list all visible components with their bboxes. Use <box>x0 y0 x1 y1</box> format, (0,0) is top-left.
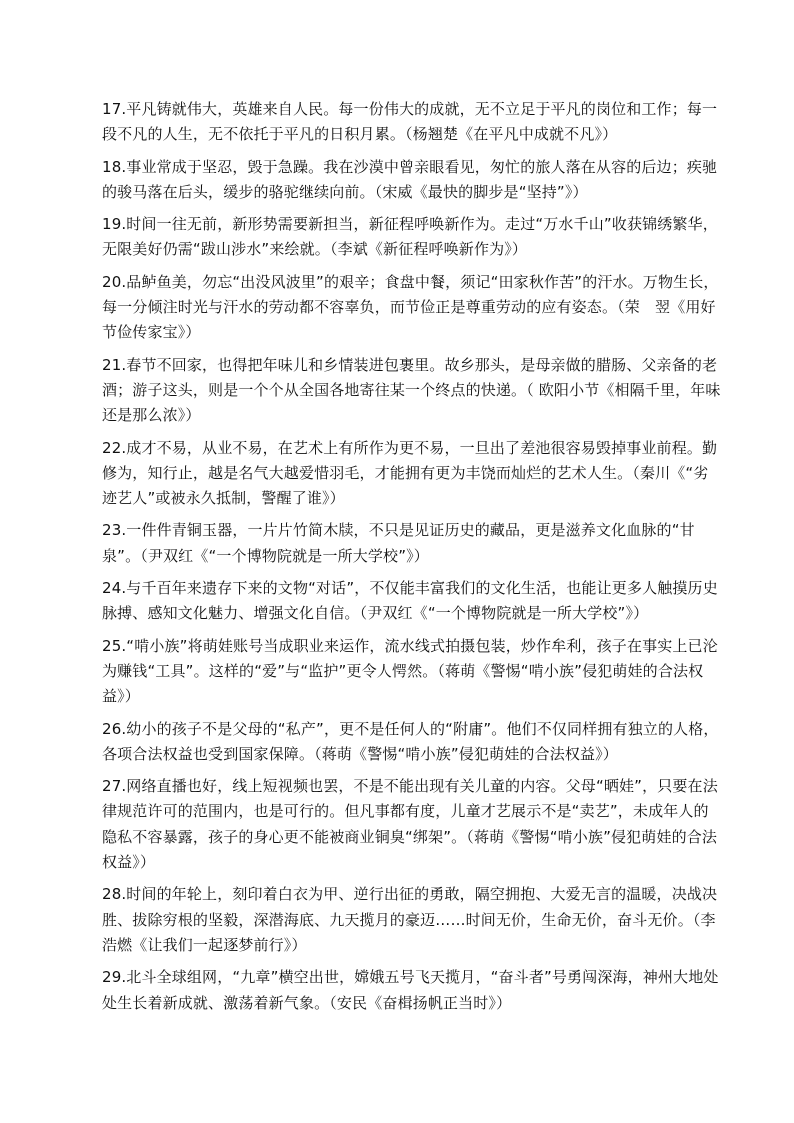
paragraph-text: 27.网络直播也好，线上短视频也罢，不是不能出现有关儿童的内容。父母“晒娃”，只要在法律规范许可的范围内，也是可行的。但凡事都有度，儿童才艺展示不是“卖艺”，未成年人的隐私不容暴露，孩子的身心更不能被商业铜臭“绑架”。 <box>102 777 718 846</box>
paragraph-source: （安民《奋楫扬帆正当时》） <box>329 993 512 1012</box>
paragraph-text: 21.春节不回家，也得把年味儿和乡情装进包裹里。故乡那头，是母亲做的腊肠、父亲备的老酒；游子这头，则是一个个从全国各地寄往某一个终点的快递。 <box>102 355 718 399</box>
paragraph-24 <box>102 576 722 627</box>
paragraph-text: 23.一件件青铜玉器，一片片竹简木牍，不只是见证历史的藏品，更是滋养文化血脉的“甘泉”。 <box>102 521 695 565</box>
paragraph-22 <box>102 436 722 512</box>
paragraph-text: 19.时间一往无前，新形势需要新担当，新征程呼唤新作为。走过“万水千山”收获锦绣繁华，无限美好仍需“跋山涉水”来绘就。 <box>102 215 718 259</box>
paragraph-29 <box>102 965 722 1016</box>
paragraph-text: 18.事业常成于坚忍，毁于急躁。我在沙漠中曾亲眼看见，匆忙的旅人落在从容的后边；疾驰的骏马落在后头，缓步的骆驼继续向前。 <box>102 157 718 201</box>
paragraph-18 <box>102 155 722 206</box>
paragraph-text: 28.时间的年轮上，刻印着白衣为甲、逆行出征的勇敢，隔空拥抱、大爱无言的温暖，决战决胜、拔除穷根的坚毅，深潜海底、九天揽月的豪迈……时间无价，生命无价，奋斗无价。 <box>102 885 718 929</box>
paragraph-20 <box>102 270 722 346</box>
paragraph-26 <box>102 717 722 768</box>
paragraph-text: 17.平凡铸就伟大，英雄来自人民。每一份伟大的成就，无不立足于平凡的岗位和工作；每一段不凡的人生，无不依托于平凡的日积月累。 <box>102 100 718 144</box>
paragraph-text: 25.“啃小族”将萌娃账号当成职业来运作，流水线式拍摄包装，炒作牟利，孩子在事实上已沦为赚钱“工具”。这样的“爱”与“监护”更令人愕然。 <box>102 636 718 680</box>
paragraph-source: （秦川《“劣迹艺人”或被永久抵制，警醒了谁》） <box>102 463 709 508</box>
paragraph-27 <box>102 774 722 875</box>
paragraph-text: 24.与千百年来遗存下来的文物“对话”，不仅能丰富我们的文化生活，也能让更多人触摸历史脉搏、感知文化魅力、增强文化自信。 <box>102 579 718 623</box>
paragraph-source: （荣 翌《用好节俭传家宝》） <box>102 298 716 342</box>
paragraph-28 <box>102 882 722 958</box>
paragraph-17 <box>102 97 722 148</box>
paragraph-source: （蒋萌《警惕“啃小族”侵犯萌娃的合法权益》） <box>102 827 718 872</box>
paragraph-source: （宋威《最快的脚步是“坚持”》） <box>374 182 588 201</box>
paragraph-text: 29.北斗全球组网，“九章”横空出世，嫦娥五号飞天揽月，“奋斗者”号勇闯深海，神州大地处处生长着新成就、激荡着新气象。 <box>102 968 719 1012</box>
paragraph-text: 20.品鲈鱼美，勿忘“出没风波里”的艰辛；食盘中餐，须记“田家秋作苦”的汗水。万物生长，每一分倾注时光与汗水的劳动都不容辜负，而节俭正是尊重劳动的应有姿态。 <box>102 272 719 317</box>
paragraph-source: （ 欧阳小节《相隔千里，年味还是那么浓》） <box>102 380 721 425</box>
paragraph-25 <box>102 634 722 710</box>
paragraph-23 <box>102 518 722 569</box>
paragraph-text: 22.成才不易，从业不易，在艺术上有所作为更不易，一旦出了差池很容易毁掉事业前程。勤修为，知行止，越是名气大越爱惜羽毛，才能拥有更为丰饶而灿烂的艺术人生。 <box>102 438 718 482</box>
document-body <box>102 97 722 1023</box>
paragraph-source: （蒋萌《警惕“啃小族”侵犯萌娃的合法权益》） <box>102 661 704 706</box>
paragraph-source: （李浩燃《让我们一起逐梦前行》） <box>102 910 716 954</box>
paragraph-source: （尹双红《“一个博物院就是一所大学校”》） <box>140 546 429 565</box>
paragraph-21 <box>102 353 722 429</box>
paragraph-source: （李斌《新征程呼唤新作为》） <box>329 240 528 259</box>
paragraph-19 <box>102 212 722 263</box>
paragraph-source: （尹双红《“一个博物院就是一所大学校”》） <box>359 604 649 623</box>
paragraph-source: （蒋萌《警惕“啃小族”侵犯萌娃的合法权益》） <box>314 744 618 763</box>
paragraph-source: （杨翘楚《在平凡中成就不凡》） <box>405 125 618 144</box>
paragraph-text: 26.幼小的孩子不是父母的“私产”，更不是任何人的“附庸”。他们不仅同样拥有独立的人格，各项合法权益也受到国家保障。 <box>102 719 719 763</box>
